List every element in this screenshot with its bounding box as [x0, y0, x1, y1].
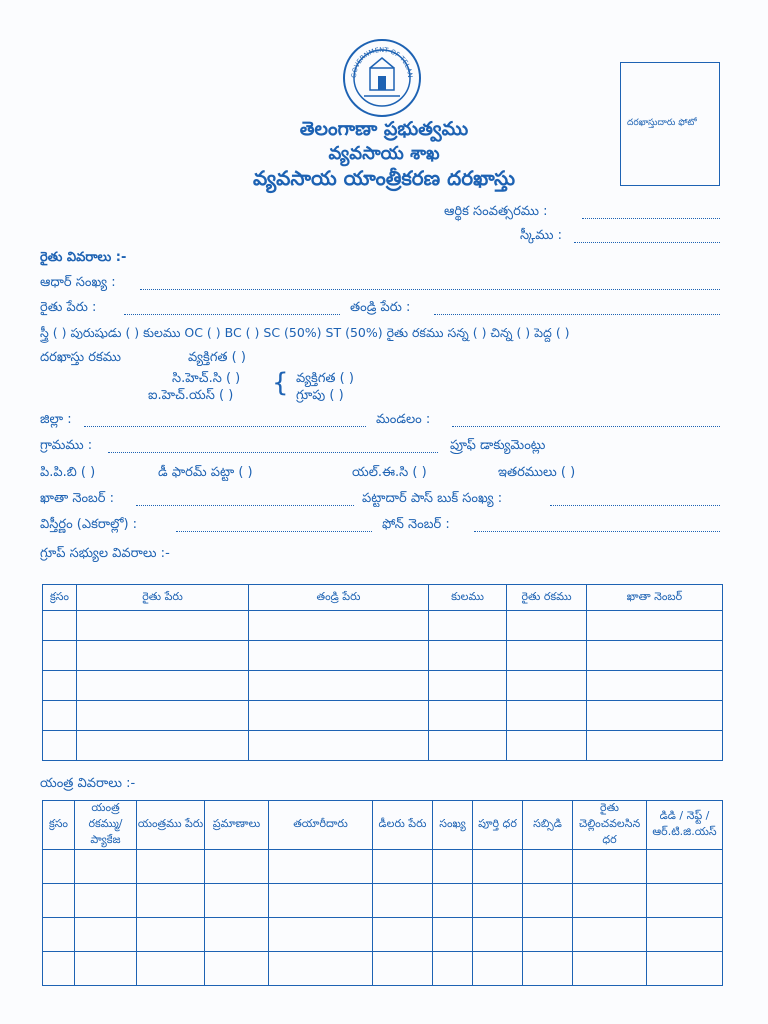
machine-table-cell[interactable]: [137, 850, 205, 884]
photo-box[interactable]: [620, 62, 720, 186]
svg-text:GOVERNMENT OF TELANGANA: [342, 38, 414, 78]
group-col-serial: క్రసం: [43, 585, 77, 611]
farmer-name-label: రైతు పేరు :: [40, 300, 97, 315]
emblem-text: GOVERNMENT OF TELAN: [349, 45, 415, 79]
group-table-cell[interactable]: [507, 731, 587, 761]
group-members-table: [42, 584, 723, 761]
group-table-row: [43, 671, 723, 701]
form-title: వ్యవసాయ యాంత్రీకరణ దరఖాస్తు: [252, 166, 516, 190]
group-col-caste: కులము: [429, 585, 507, 611]
machine-table-cell[interactable]: [473, 918, 523, 952]
d-form-option[interactable]: డీ ఫారమ్ పట్టా ( ): [158, 465, 253, 480]
scheme-label: స్కీము :: [520, 228, 562, 243]
machine-table-cell[interactable]: [205, 918, 269, 952]
group-table-cell[interactable]: [587, 701, 723, 731]
passbook-label: పట్టాదార్ పాస్ బుక్ సంఖ్య :: [362, 491, 503, 506]
machine-table-cell[interactable]: [473, 850, 523, 884]
sub-group-option[interactable]: గ్రూపు ( ): [296, 388, 344, 403]
machine-table-cell[interactable]: [137, 952, 205, 986]
machine-table-cell[interactable]: [573, 850, 647, 884]
father-name-field[interactable]: [434, 314, 720, 315]
machine-table-cell[interactable]: [647, 918, 723, 952]
machine-table-cell[interactable]: [269, 918, 373, 952]
machine-table-cell[interactable]: [373, 884, 433, 918]
group-table-cell[interactable]: [249, 611, 429, 641]
farmer-name-field[interactable]: [124, 314, 340, 315]
machine-table-row: [43, 918, 723, 952]
aadhar-field[interactable]: [140, 289, 720, 290]
group-table-cell[interactable]: [249, 671, 429, 701]
machine-table-cell[interactable]: [523, 884, 573, 918]
machine-table-cell[interactable]: [137, 884, 205, 918]
phone-field[interactable]: [474, 531, 720, 532]
group-table-cell[interactable]: [77, 671, 249, 701]
machine-table-row: [43, 884, 723, 918]
group-table-cell[interactable]: [77, 731, 249, 761]
financial-year-field[interactable]: [582, 218, 720, 219]
machine-table-cell[interactable]: [373, 850, 433, 884]
group-table-cell[interactable]: [43, 701, 77, 731]
district-field[interactable]: [84, 426, 366, 427]
machine-table-cell[interactable]: [205, 952, 269, 986]
machine-table-cell[interactable]: [373, 952, 433, 986]
phone-label: ఫోన్ నెంబర్ :: [382, 517, 450, 532]
machine-table-cell[interactable]: [137, 918, 205, 952]
chc-option[interactable]: సి.హెచ్.సి ( ): [172, 371, 241, 386]
machine-table-row: [43, 850, 723, 884]
group-col-khata: ఖాతా నెంబర్: [587, 585, 723, 611]
group-table-cell[interactable]: [429, 641, 507, 671]
individual-option[interactable]: వ్యక్తిగత ( ): [188, 350, 246, 365]
machine-table-cell[interactable]: [523, 952, 573, 986]
group-table-cell[interactable]: [77, 701, 249, 731]
machine-table-cell[interactable]: [647, 850, 723, 884]
extent-label: విస్తీర్ణం (ఎకరాల్లో) :: [40, 517, 138, 532]
dept-title: వ్యవసాయ శాఖ: [328, 143, 440, 164]
group-table-cell[interactable]: [429, 731, 507, 761]
group-table-cell[interactable]: [43, 671, 77, 701]
group-table-cell[interactable]: [43, 731, 77, 761]
group-table-cell[interactable]: [429, 671, 507, 701]
machine-table-cell[interactable]: [43, 884, 75, 918]
group-table-cell[interactable]: [507, 641, 587, 671]
group-table-row: [43, 731, 723, 761]
group-table-cell[interactable]: [507, 701, 587, 731]
machine-table-cell[interactable]: [269, 850, 373, 884]
aadhar-label: ఆధార్ సంఖ్య :: [40, 275, 116, 290]
others-option[interactable]: ఇతరములు ( ): [498, 465, 576, 480]
machine-table-cell[interactable]: [269, 884, 373, 918]
sub-individual-option[interactable]: వ్యక్తిగత ( ): [296, 371, 354, 386]
group-table-cell[interactable]: [249, 641, 429, 671]
org-title: తెలంగాణా ప్రభుత్వము: [299, 118, 469, 140]
group-table-row: [43, 641, 723, 671]
machine-table-cell[interactable]: [75, 918, 137, 952]
machine-table-cell[interactable]: [75, 952, 137, 986]
machine-table-cell[interactable]: [473, 884, 523, 918]
machine-col-payment: డిడి / నెఫ్ట్ / ఆర్.టి.జి.యస్: [647, 801, 723, 850]
group-table-cell[interactable]: [587, 611, 723, 641]
machine-table-cell[interactable]: [473, 952, 523, 986]
group-col-father-name: తండ్రి పేరు: [249, 585, 429, 611]
group-table-cell[interactable]: [587, 671, 723, 701]
machine-table-cell[interactable]: [75, 850, 137, 884]
khata-field[interactable]: [136, 505, 354, 506]
machine-table-cell[interactable]: [647, 952, 723, 986]
khata-label: ఖాతా నెంబర్ :: [40, 491, 115, 506]
passbook-field[interactable]: [550, 505, 720, 506]
group-table-cell[interactable]: [77, 611, 249, 641]
group-col-farmer-type: రైతు రకము: [507, 585, 587, 611]
machine-table-cell[interactable]: [433, 952, 473, 986]
government-emblem: [342, 38, 422, 118]
machine-table-cell[interactable]: [43, 918, 75, 952]
group-table-cell[interactable]: [77, 641, 249, 671]
machine-table-cell[interactable]: [573, 918, 647, 952]
financial-year-label: ఆర్థిక సంవత్సరము :: [444, 204, 548, 219]
option-brace: {: [272, 368, 289, 398]
group-table-cell[interactable]: [43, 611, 77, 641]
proof-documents-label: ప్రూఫ్ డాక్యుమెంట్లు: [450, 438, 546, 453]
group-table-cell[interactable]: [429, 611, 507, 641]
machine-col-serial: క్రసం: [43, 801, 75, 850]
extent-field[interactable]: [176, 531, 372, 532]
machine-table-cell[interactable]: [573, 884, 647, 918]
machine-table-cell[interactable]: [433, 850, 473, 884]
ppb-option[interactable]: పి.పి.బి ( ): [40, 465, 96, 480]
scheme-field[interactable]: [574, 242, 720, 243]
group-table-cell[interactable]: [507, 611, 587, 641]
machine-table-cell[interactable]: [269, 952, 373, 986]
machine-col-type: యంత్ర రకమ్ము/ ప్యాకేజ: [75, 801, 137, 850]
group-table-row: [43, 611, 723, 641]
group-table-cell[interactable]: [587, 731, 723, 761]
village-field[interactable]: [108, 452, 438, 453]
machine-details-table: [42, 800, 723, 986]
machine-col-count: సంఖ్య: [433, 801, 473, 850]
machine-col-specs: ప్రమాణాలు: [205, 801, 269, 850]
group-section-heading: గ్రూప్ సభ్యుల వివరాలు :-: [40, 546, 170, 561]
machine-col-dealer: డీలరు పేరు: [373, 801, 433, 850]
machine-col-manufacturer: తయారీదారు: [269, 801, 373, 850]
machine-table-cell[interactable]: [573, 952, 647, 986]
group-table-cell[interactable]: [587, 641, 723, 671]
village-label: గ్రామము :: [40, 438, 93, 453]
machine-table-cell[interactable]: [373, 918, 433, 952]
machine-table-cell[interactable]: [43, 850, 75, 884]
machine-table-cell[interactable]: [75, 884, 137, 918]
machine-table-row: [43, 952, 723, 986]
district-label: జిల్లా :: [40, 412, 72, 427]
machine-table-cell[interactable]: [523, 850, 573, 884]
machine-col-subsidy: సబ్సిడి: [523, 801, 573, 850]
group-table-cell[interactable]: [249, 731, 429, 761]
group-table-cell[interactable]: [249, 701, 429, 731]
machine-table-cell[interactable]: [523, 918, 573, 952]
machine-table-cell[interactable]: [43, 952, 75, 986]
machine-table-cell[interactable]: [433, 918, 473, 952]
lec-option[interactable]: యల్.ఈ.సి ( ): [352, 465, 427, 480]
machine-col-full-price: పూర్తి ధర: [473, 801, 523, 850]
group-table-row: [43, 701, 723, 731]
group-table-cell[interactable]: [43, 641, 77, 671]
group-col-farmer-name: రైతు పేరు: [77, 585, 249, 611]
application-type-label: దరఖాస్తు రకము: [40, 350, 121, 365]
machine-table-cell[interactable]: [433, 884, 473, 918]
mandal-label: మండలం :: [376, 412, 431, 427]
machine-section-heading: యంత్ర వివరాలు :-: [40, 776, 136, 791]
photo-label: దరఖాస్తుదారు ఫోటో: [627, 118, 697, 128]
mandal-field[interactable]: [452, 426, 720, 427]
group-table-cell[interactable]: [507, 671, 587, 701]
machine-col-name: యంత్రము పేరు: [137, 801, 205, 850]
group-table-cell[interactable]: [429, 701, 507, 731]
machine-table-cell[interactable]: [205, 884, 269, 918]
farmer-section-heading: రైతు వివరాలు :-: [40, 250, 127, 265]
machine-table-cell[interactable]: [647, 884, 723, 918]
father-name-label: తండ్రి పేరు :: [350, 300, 411, 315]
machine-col-farmer-share: రైతు చెల్లించవలసిన ధర: [573, 801, 647, 850]
gender-caste-line[interactable]: స్త్రీ ( ) పురుషుడు ( ) కులము OC ( ) BC ( ) SC (50%) ST (50%) రైతు రకము సన్న ( ) చిన్న ( ) పెద్ద ( ): [40, 325, 570, 340]
ihs-option[interactable]: ఐ.హెచ్.యస్ ( ): [148, 388, 234, 403]
machine-table-cell[interactable]: [205, 850, 269, 884]
